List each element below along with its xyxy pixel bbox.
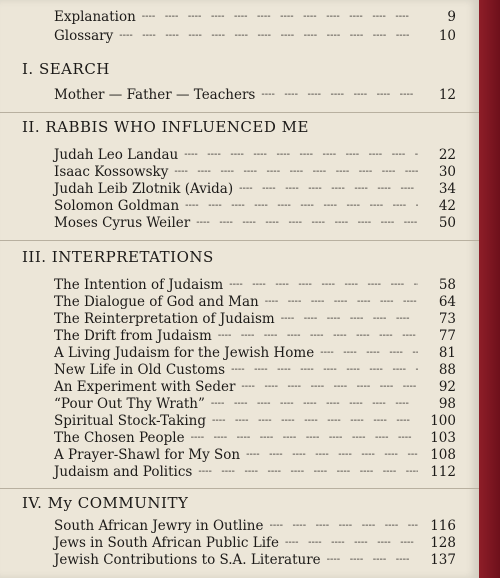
toc-entry[interactable] xyxy=(54,517,456,535)
entry-label: An Experiment with Seder xyxy=(54,379,236,395)
entry-label: Glossary xyxy=(54,28,114,44)
book-cover-edge xyxy=(479,0,500,578)
entry-label: Jews in South African Public Life xyxy=(54,535,280,551)
page-number: 12 xyxy=(438,87,456,103)
section-divider xyxy=(0,240,479,241)
dot-leader xyxy=(285,534,418,552)
page-number: 112 xyxy=(430,464,456,480)
page-number: 137 xyxy=(430,552,456,568)
dot-leader xyxy=(229,276,418,294)
dot-leader xyxy=(212,412,418,430)
page-number: 34 xyxy=(438,181,456,197)
toc-entry[interactable] xyxy=(54,327,456,345)
dot-leader xyxy=(196,214,418,232)
dot-leader xyxy=(119,27,418,45)
section-divider xyxy=(0,112,479,113)
page-number: 73 xyxy=(438,311,456,327)
entry-label: Judah Leo Landau xyxy=(54,147,179,163)
toc-entry[interactable] xyxy=(54,463,456,481)
page-number: 108 xyxy=(430,447,456,463)
dot-leader xyxy=(281,310,418,328)
toc-entry[interactable] xyxy=(54,293,456,311)
page-number: 10 xyxy=(438,28,456,44)
page-number: 103 xyxy=(430,430,456,446)
toc-entry[interactable] xyxy=(54,551,456,569)
entry-label: The Drift from Judaism xyxy=(54,328,212,344)
page-number: 92 xyxy=(438,379,456,395)
page-number: 22 xyxy=(438,147,456,163)
entry-label: Explanation xyxy=(54,9,136,25)
entry-label: The Dialogue of God and Man xyxy=(54,294,259,310)
toc-entry[interactable] xyxy=(54,146,456,164)
entry-label: “Pour Out Thy Wrath” xyxy=(54,396,205,412)
toc-entry[interactable] xyxy=(54,534,456,552)
entry-label: Judaism and Politics xyxy=(54,464,193,480)
toc-entry[interactable] xyxy=(54,86,456,104)
dot-leader xyxy=(211,395,418,413)
toc-entry[interactable] xyxy=(54,446,456,464)
toc-entry[interactable] xyxy=(54,214,456,232)
entry-label: Judah Leib Zlotnik (Avida) xyxy=(54,181,234,197)
entry-label: Jewish Contributions to S.A. Literature xyxy=(54,552,321,568)
toc-entry[interactable] xyxy=(54,395,456,413)
dot-leader xyxy=(198,463,418,481)
dot-leader xyxy=(270,517,419,535)
page-number: 100 xyxy=(430,413,456,429)
page-number: 42 xyxy=(438,198,456,214)
entry-label: Isaac Kossowsky xyxy=(54,164,169,180)
page-number: 77 xyxy=(438,328,456,344)
entry-label: A Living Judaism for the Jewish Home xyxy=(54,345,315,361)
dot-leader xyxy=(239,180,418,198)
dot-leader xyxy=(327,551,418,569)
page-number: 88 xyxy=(438,362,456,378)
entry-label: The Reinterpretation of Judaism xyxy=(54,311,275,327)
dot-leader xyxy=(320,344,418,362)
dot-leader xyxy=(142,8,418,26)
entry-label: The Chosen People xyxy=(54,430,185,446)
toc-entry[interactable] xyxy=(54,276,456,294)
toc-entry[interactable] xyxy=(54,197,456,215)
entry-label: Solomon Goldman xyxy=(54,198,180,214)
section-heading-rabbis: II. RABBIS WHO INFLUENCED ME xyxy=(22,118,309,136)
toc-entry-explanation[interactable] xyxy=(54,8,456,26)
page-number: 9 xyxy=(447,9,456,25)
section-heading-search: I. SEARCH xyxy=(22,60,110,78)
page-number: 50 xyxy=(438,215,456,231)
dot-leader xyxy=(231,361,418,379)
entry-label: Spiritual Stock-Taking xyxy=(54,413,206,429)
page-number: 30 xyxy=(438,164,456,180)
toc-entry[interactable] xyxy=(54,378,456,396)
section-divider xyxy=(0,488,479,489)
dot-leader xyxy=(261,86,418,104)
toc-entry[interactable] xyxy=(54,310,456,328)
toc-entry[interactable] xyxy=(54,429,456,447)
dot-leader xyxy=(218,327,418,345)
toc-entry[interactable] xyxy=(54,180,456,198)
entry-label: New Life in Old Customs xyxy=(54,362,226,378)
dot-leader xyxy=(246,446,418,464)
toc-entry[interactable] xyxy=(54,412,456,430)
toc-entry[interactable] xyxy=(54,344,456,362)
section-heading-interpretations: III. INTERPRETATIONS xyxy=(22,248,214,266)
entry-label: Mother — Father — Teachers xyxy=(54,87,256,103)
dot-leader xyxy=(185,197,418,215)
page-number: 128 xyxy=(430,535,456,551)
entry-label: The Intention of Judaism xyxy=(54,277,224,293)
toc-entry[interactable] xyxy=(54,361,456,379)
dot-leader xyxy=(174,163,418,181)
page-number: 58 xyxy=(438,277,456,293)
page-number: 64 xyxy=(438,294,456,310)
entry-label: South African Jewry in Outline xyxy=(54,518,264,534)
dot-leader xyxy=(191,429,418,447)
toc-entry[interactable] xyxy=(54,163,456,181)
page-number: 116 xyxy=(430,518,456,534)
toc-entry-glossary[interactable] xyxy=(54,27,456,45)
dot-leader xyxy=(184,146,418,164)
section-heading-community: IV. My COMMUNITY xyxy=(22,494,189,512)
page-number: 81 xyxy=(438,345,456,361)
dot-leader xyxy=(265,293,418,311)
dot-leader xyxy=(241,378,418,396)
entry-label: Moses Cyrus Weiler xyxy=(54,215,191,231)
entry-label: A Prayer-Shawl for My Son xyxy=(54,447,241,463)
page-number: 98 xyxy=(438,396,456,412)
